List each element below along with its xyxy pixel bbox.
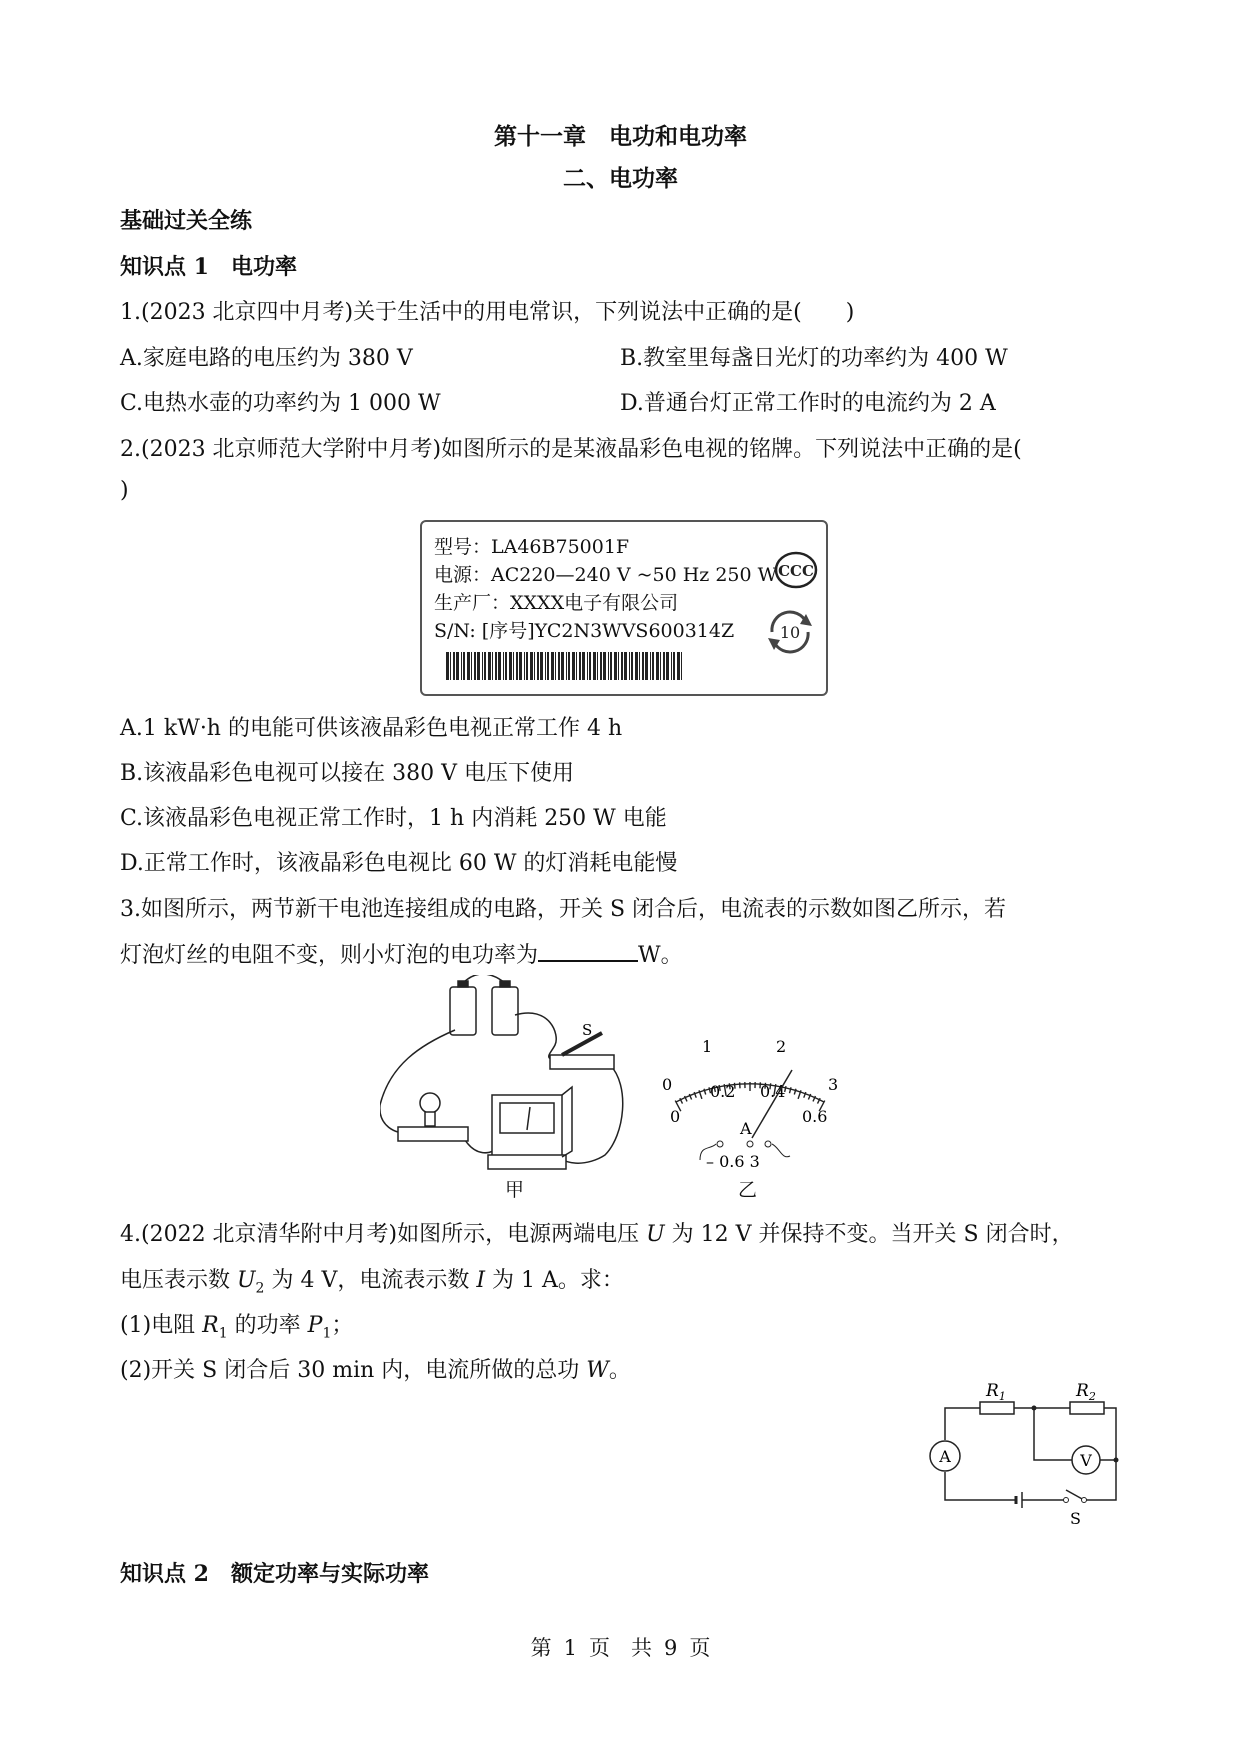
barcode-bar xyxy=(488,652,491,680)
scale-outer-1: 1 xyxy=(702,1037,713,1056)
switch-label: S xyxy=(582,1021,593,1039)
barcode-bar xyxy=(660,652,661,680)
barcode-bar xyxy=(645,652,648,680)
footer-post: 页 xyxy=(689,1636,711,1660)
barcode-bar xyxy=(589,652,591,680)
barcode-bar xyxy=(495,652,497,680)
barcode-bar xyxy=(477,652,480,680)
scale-outer-2: 2 xyxy=(776,1037,787,1056)
barcode-bar xyxy=(519,652,522,680)
q4-line1 xyxy=(120,1217,1074,1248)
resistor-r1 xyxy=(980,1402,1014,1414)
barcode-image xyxy=(446,650,686,684)
barcode-bar xyxy=(484,652,486,680)
footer-mid: 页 共 xyxy=(589,1636,652,1660)
q4-part2 xyxy=(120,1353,631,1384)
q3-line2-unit: W。 xyxy=(638,943,683,968)
q4-sub-p1: 1 xyxy=(322,1325,332,1342)
barcode-bar xyxy=(614,652,617,680)
q1-option-c: C.电热水壶的功率约为 1 000 W xyxy=(120,391,441,416)
q1-option-b: B.教室里每盏日光灯的功率约为 400 W xyxy=(620,346,1008,371)
barcode-bar xyxy=(446,652,449,680)
page-footer xyxy=(0,1632,1241,1662)
q4-line1-a: 4.(2022 北京清华附中月考)如图所示，电源两端电压 xyxy=(120,1222,647,1247)
q4-var-u: U xyxy=(646,1222,665,1247)
barcode-bar xyxy=(492,652,493,680)
q2-stem-line2: ) xyxy=(120,478,129,503)
q4-var-p1: P xyxy=(307,1313,323,1338)
q4-var-i: I xyxy=(476,1268,486,1293)
barcode-bar xyxy=(656,652,659,680)
plate-sn: S/N: [序号]YC2N3WVS600314Z xyxy=(434,620,735,642)
barcode-bar xyxy=(482,652,483,680)
ammeter-letter: A xyxy=(939,1447,951,1466)
knowledge-point-2: 知识点 2 额定功率与实际功率 xyxy=(120,1561,429,1587)
q3-line1: 3.如图所示，两节新干电池连接组成的电路，开关 S 闭合后，电流表的示数如图乙所示，若 xyxy=(120,897,1007,922)
q4-sub-2: 2 xyxy=(255,1280,265,1297)
barcode-bar xyxy=(456,652,459,680)
barcode-bar xyxy=(579,652,581,680)
barcode-bar xyxy=(471,652,472,680)
barcode-bar xyxy=(608,652,609,680)
resistor-r2 xyxy=(1070,1402,1104,1414)
chapter-title: 第十一章 电功和电功率 xyxy=(494,123,747,150)
lamp-base xyxy=(398,1127,468,1141)
q4-line2-b: 为 4 V，电流表示数 xyxy=(264,1268,477,1293)
barcode-bar xyxy=(547,652,549,680)
plate-model: 型号：LA46B75001F xyxy=(434,536,630,558)
barcode-bar xyxy=(629,652,630,680)
barcode-bar xyxy=(621,652,623,680)
recycle-number: 10 xyxy=(779,623,801,642)
barcode-bar xyxy=(467,652,470,680)
barcode-bar xyxy=(453,652,455,680)
barcode-bar xyxy=(597,652,598,680)
barcode-bar xyxy=(639,652,640,680)
knowledge-point-1: 知识点 1 电功率 xyxy=(120,254,297,280)
q4-part1-a: (1)电阻 xyxy=(120,1313,203,1338)
q4-part1-c: ； xyxy=(331,1313,354,1338)
q4-var-r1: R xyxy=(202,1313,219,1338)
q2-option-d: D.正常工作时，该液晶彩色电视比 60 W 的灯消耗电能慢 xyxy=(120,851,678,876)
barcode-bar xyxy=(530,652,533,680)
switch-base xyxy=(550,1055,614,1069)
label-r1: $R_1$ xyxy=(986,1381,1006,1403)
q4-part1-b: 的功率 xyxy=(227,1313,308,1338)
recycle-10-icon xyxy=(762,604,818,660)
scale-inner-0: 0 xyxy=(670,1107,681,1126)
barcode-bar xyxy=(673,652,675,680)
barcode-bar xyxy=(540,652,543,680)
barcode-bar xyxy=(618,652,619,680)
barcode-bar xyxy=(503,652,504,680)
battery-2 xyxy=(492,987,518,1035)
label-r2: $R_2$ xyxy=(1076,1381,1096,1403)
barcode-bar xyxy=(681,652,682,680)
scale-outer-0: 0 xyxy=(662,1075,673,1094)
barcode-bar xyxy=(576,652,577,680)
barcode-bar xyxy=(463,652,465,680)
figure-jia-circuit xyxy=(380,975,625,1185)
barcode-bar xyxy=(642,652,644,680)
q1-option-d: D.普通台灯正常工作时的电流约为 2 A xyxy=(620,391,996,416)
barcode-bar xyxy=(603,652,606,680)
barcode-bar xyxy=(474,652,476,680)
exercise-title: 基础过关全练 xyxy=(120,208,253,234)
q2-option-b: B.该液晶彩色电视可以接在 380 V 电压下使用 xyxy=(120,761,575,786)
barcode-bar xyxy=(524,652,525,680)
voltmeter-letter: V xyxy=(1080,1451,1092,1470)
barcode-bar xyxy=(650,652,651,680)
battery-1 xyxy=(450,987,476,1035)
q2-stem-line1: 2.(2023 北京师范大学附中月考)如图所示的是某液晶彩色电视的铭牌。下列说法中正确的是( xyxy=(120,437,1022,462)
barcode-bar xyxy=(600,652,602,680)
q4-circuit-diagram xyxy=(920,1380,1130,1530)
meter-a-label: A xyxy=(740,1119,752,1138)
barcode-bar xyxy=(516,652,518,680)
barcode-bar xyxy=(663,652,665,680)
ammeter-needle xyxy=(752,1070,792,1138)
barcode-bar xyxy=(555,652,556,680)
ccc-mark-icon xyxy=(774,550,818,590)
q2-option-c: C.该液晶彩色电视正常工作时，1 h 内消耗 250 W 电能 xyxy=(120,806,667,831)
q3-line2-text: 灯泡灯丝的电阻不变，则小灯泡的电功率为 xyxy=(120,943,539,968)
q1-stem: 1.(2023 北京四中月考)关于生活中的用电常识，下列说法中正确的是( ) xyxy=(120,300,855,325)
barcode-bar xyxy=(534,652,535,680)
barcode-bar xyxy=(551,652,554,680)
footer-total-pages: 9 xyxy=(664,1636,678,1660)
barcode-bar xyxy=(461,652,462,680)
barcode-bar xyxy=(666,652,669,680)
answer-blank[interactable] xyxy=(538,940,638,962)
plate-maker: 生产厂：XXXX电子有限公司 xyxy=(434,592,679,614)
barcode-bar xyxy=(677,652,680,680)
q4-var-u2: U xyxy=(237,1268,256,1293)
label-switch: S xyxy=(1070,1509,1081,1528)
meter-terminals: – 0.6 3 xyxy=(706,1152,760,1171)
scale-inner-3: 0.6 xyxy=(802,1107,828,1126)
barcode-bar xyxy=(558,652,560,680)
q4-var-w: W xyxy=(586,1358,609,1383)
barcode-bar xyxy=(505,652,507,680)
barcode-bar xyxy=(624,652,627,680)
barcode-bar xyxy=(582,652,585,680)
q4-part2-a: (2)开关 S 闭合后 30 min 内，电流所做的总功 xyxy=(120,1358,587,1383)
scale-inner-2: 0.4 xyxy=(760,1082,786,1101)
scale-inner-1: 0.2 xyxy=(710,1082,736,1101)
q4-line2-a: 电压表示数 xyxy=(120,1268,237,1293)
barcode-bar xyxy=(509,652,512,680)
barcode-bar xyxy=(671,652,672,680)
ccc-text: CCC xyxy=(778,562,814,580)
q4-part2-b: 。 xyxy=(608,1358,631,1383)
barcode-bar xyxy=(513,652,514,680)
q3-line2 xyxy=(120,938,683,969)
barcode-bar xyxy=(593,652,596,680)
plate-power: 电源：AC220—240 V ~50 Hz 250 W xyxy=(434,564,778,586)
q4-sub-r1: 1 xyxy=(218,1325,228,1342)
footer-page-number: 1 xyxy=(563,1636,577,1660)
barcode-bar xyxy=(545,652,546,680)
barcode-bar xyxy=(635,652,638,680)
q4-line2 xyxy=(120,1263,624,1296)
barcode-bar xyxy=(652,652,654,680)
q4-line1-b: 为 12 V 并保持不变。当开关 S 闭合时， xyxy=(664,1222,1074,1247)
lamp-bulb-icon xyxy=(420,1093,440,1113)
tv-nameplate xyxy=(420,520,828,696)
q2-option-a: A.1 kW·h 的电能可供该液晶彩色电视正常工作 4 h xyxy=(120,716,623,741)
barcode-bar xyxy=(631,652,633,680)
figure-yi-label: 乙 xyxy=(738,1179,758,1201)
barcode-bar xyxy=(526,652,528,680)
barcode-bar xyxy=(537,652,539,680)
barcode-bar xyxy=(561,652,564,680)
barcode-bar xyxy=(450,652,451,680)
barcode-bar xyxy=(610,652,612,680)
section-title: 二、电功率 xyxy=(563,165,678,192)
q4-line2-c: 为 1 A。求： xyxy=(485,1268,624,1293)
q1-option-a: A.家庭电路的电压约为 380 V xyxy=(120,346,413,371)
scale-outer-3: 3 xyxy=(828,1075,839,1094)
figure-yi-ammeter-scale xyxy=(640,1010,860,1175)
barcode-bar xyxy=(498,652,501,680)
barcode-bar xyxy=(587,652,588,680)
barcode-bar xyxy=(572,652,575,680)
figure-jia-label: 甲 xyxy=(505,1179,525,1201)
q4-part1 xyxy=(120,1308,353,1341)
footer-pre: 第 xyxy=(530,1636,552,1660)
barcode-bar xyxy=(568,652,570,680)
barcode-bar xyxy=(566,652,567,680)
